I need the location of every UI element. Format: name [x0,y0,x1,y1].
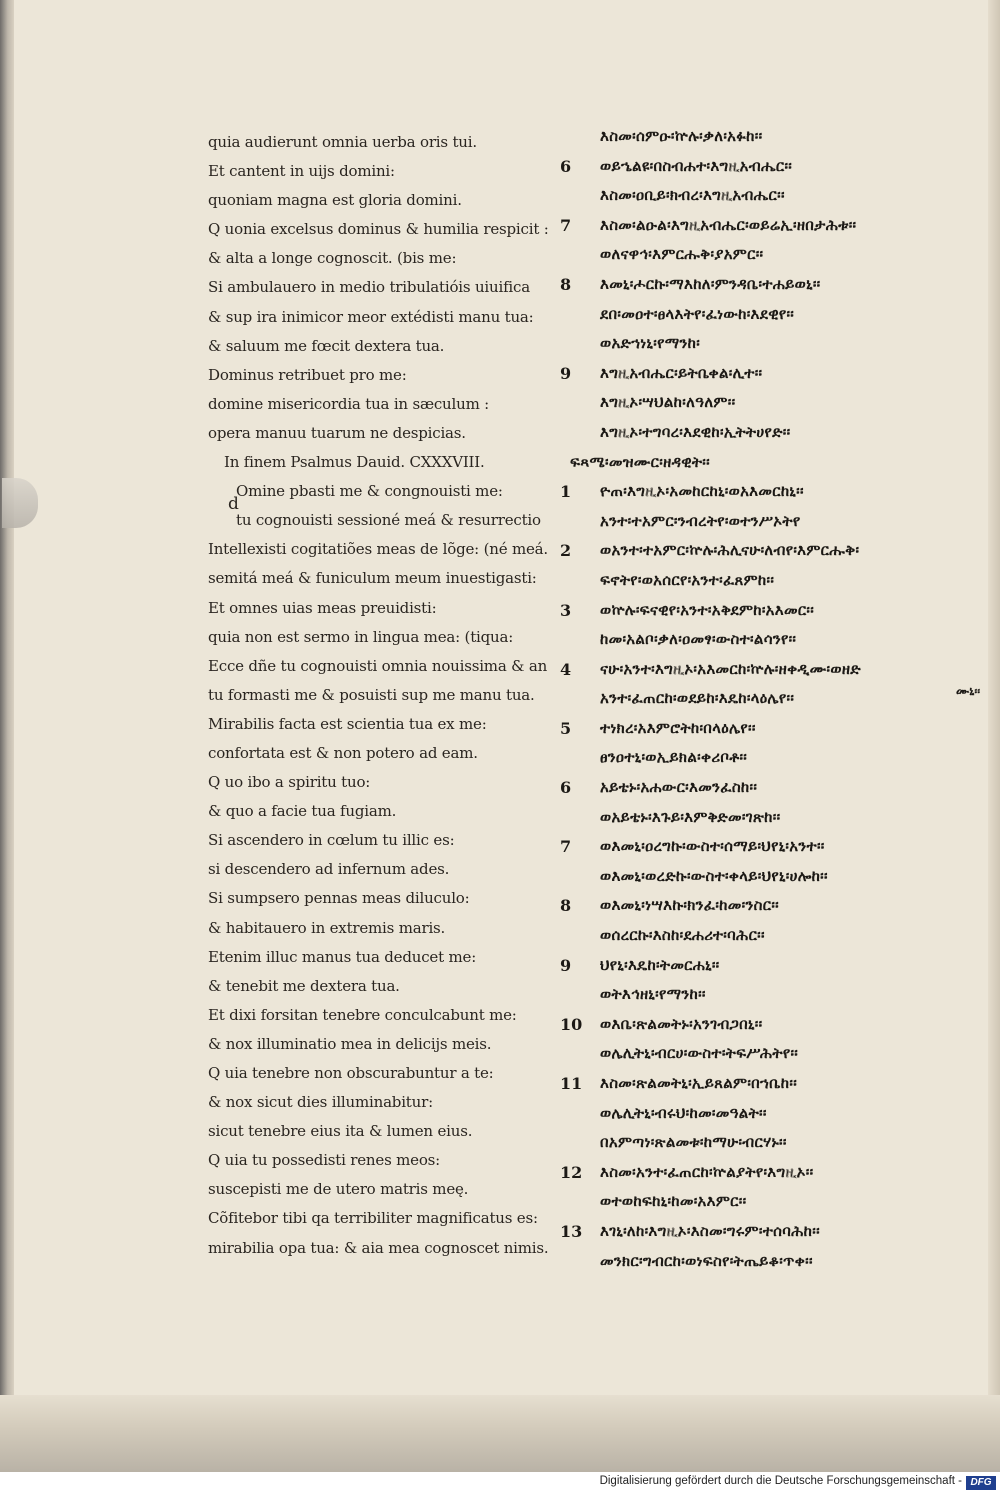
latin-line: suscepisti me de utero matris meę. [208,1180,469,1199]
geez-text: ወለናዋኅ፡እምርሑቅ፡ያአምር፡፡ [600,245,764,264]
geez-text: ወእመኒ፡ወረድኩ፡ውስተ፡ቀላይ፡ህየኒ፡ሀሎከ፡፡ [600,866,828,885]
geez-line [560,388,990,418]
latin-line: & habitauero in extremis maris. [208,918,446,937]
geez-text: ወሌሊትኒ፡ብሩህ፡ከመ፡መዓልት፡፡ [600,1103,767,1122]
geez-text: ወእቤ፡ጽልመትኑ፡አንገብጋበኒ፡፡ [600,1014,763,1033]
geez-text: ወኵሉ፡ፍናዊየ፡አንተ፡አቅደምከ፡አእመር፡፡ [600,600,815,619]
verse-number: 7 [560,837,572,857]
geez-text: ወአይቴኑ፡እጉይ፡እምቅድመ፡ገጽከ፡፡ [600,807,781,826]
geez-line [560,477,990,507]
geez-line [560,1187,990,1217]
geez-text: እስመ፡ሰምዑ፡ኵሉ፡ቃለ፡አፉከ፡፡ [600,127,763,145]
latin-line: Q uonia excelsus dominus & humilia respicit : [208,220,549,239]
geez-text: ወአንተ፡ተአምር፡ኵሉ፡ሕሊናሁ፡ለብየ፡እምርሑቅ፡ [600,541,860,560]
geez-line [560,329,990,359]
dfg-logo: DFG [966,1476,996,1490]
geez-line [560,211,990,241]
geez-margin-note: ሙኒ፡፡ [956,684,981,698]
latin-line: quoniam magna est gloria domini. [208,191,462,210]
page-bottom-edge [0,1395,1000,1472]
geez-line [560,862,990,892]
latin-line: quia non est sermo in lingua mea: (tiqua: [208,627,514,646]
geez-text: ተነክረ፡አእምሮትከ፡በላዕሌየ፡፡ [600,718,756,737]
geez-line [560,596,990,626]
geez-column [560,122,990,1276]
verse-number: 3 [560,600,572,620]
geez-text: እግዚአብሔር፡ይትቤቀል፡ሊተ፡፡ [600,363,763,382]
geez-text: እስመ፡ዐቢይ፡ክብረ፡እግዚአብሔር፡፡ [600,186,785,205]
latin-line: Et dixi forsitan tenebre conculcabunt me: [208,1005,517,1024]
verse-number: 9 [560,955,572,975]
latin-line: Dominus retribuet pro me: [208,365,407,384]
verse-number: 11 [560,1074,583,1093]
latin-line: Q uia tu possedisti renes meos: [208,1151,441,1170]
latin-column [208,128,553,1263]
geez-line [560,536,990,566]
latin-line: & nox sicut dies illuminabitur: [208,1093,433,1112]
geez-line [560,1010,990,1040]
geez-line [560,773,990,803]
latin-line: & saluum me fœcit dextera tua. [208,336,445,355]
geez-text: እግዚኦ፡ተግባረ፡እደዊከ፡ኢትትሀየድ፡፡ [600,422,791,441]
geez-line [560,714,990,744]
verse-number: 9 [560,363,572,383]
geez-line [560,566,990,596]
latin-line: Q uo ibo a spiritu tuo: [208,773,371,792]
latin-line: confortata est & non potero ad eam. [208,743,478,762]
latin-line: & alta a longe cognoscit. (bis me: [208,249,457,268]
geez-line [560,122,990,152]
verse-number: 12 [560,1162,583,1182]
geez-line [560,418,990,448]
verse-number: 10 [560,1014,583,1034]
geez-text: አንተ፡ተአምር፡ንብረትየ፡ወተንሥኦትየ [600,511,801,530]
verse-number: 13 [560,1221,583,1241]
footer [0,1472,1000,1494]
latin-line: domine misericordia tua in sæculum : [208,394,490,413]
geez-text: ወትእኅዘኒ፡የማንከ፡፡ [600,985,706,1004]
latin-line: mirabilia opa tua: & aia mea cognoscet nimis. [208,1238,549,1257]
geez-line [560,270,990,300]
geez-text: እስመ፡ልዑል፡እግዚአብሔር፡ወይሬኢ፡ዘበታሕቱ፡፡ [600,215,857,234]
geez-text: ደበ፡መዐተ፡ፀላእትየ፡ፈነውከ፡እደዊየ፡፡ [600,304,795,323]
verse-number: 7 [560,215,572,235]
latin-line: tu cognouisti sessioné meá & resurrectio [236,511,541,530]
geez-line [560,655,990,685]
geez-text: ፍኖትየ፡ወአሰርየ፡አንተ፡ፈጸምከ፡፡ [600,570,775,589]
latin-line: Si ambulauero in medio tribulatióis uiuifica [208,278,530,297]
verse-number: 8 [560,896,572,916]
geez-text: ፀንዐተኒ፡ወኢይክል፡ቀሪቦቶ፡፡ [600,748,748,767]
latin-line: Mirabilis facta est scientia tua ex me: [208,714,487,733]
geez-line [560,684,990,714]
geez-text: ወእመኒ፡ነሣእኩ፡ክንፈ፡ከመ፡ንስር፡፡ [600,896,779,915]
latin-line: tu formasti me & posuisti sup me manu tua. [208,685,535,704]
latin-line: & quo a facie tua fugiam. [208,802,397,821]
latin-line: Si sumpsero pennas meas diluculo: [208,889,470,908]
latin-line: sicut tenebre eius ita & lumen eius. [208,1122,473,1141]
geez-line [560,980,990,1010]
geez-text: እስመ፡አንተ፡ፈጠርከ፡ኵልያትየ፡እግዚኦ፡፡ [600,1162,814,1181]
geez-text: ወተወከፍከኒ፡ከመ፡አእምር፡፡ [600,1192,747,1211]
geez-text: ወሌሊትኒ፡ብርሀ፡ውስተ፡ትፍሥሕትየ፡፡ [600,1044,799,1063]
psalm-initial: d [228,494,239,514]
verse-number: 1 [560,482,572,502]
geez-text: እስመ፡ጽልመትኒ፡ኢይጸልም፡በኀቤከ፡፡ [600,1074,798,1092]
latin-line: opera manuu tuarum ne despicias. [208,423,466,442]
latin-line: semitá meá & funiculum meum inuestigasti: [208,569,537,588]
verse-number: 4 [560,659,572,679]
verse-number: 8 [560,274,572,294]
geez-text: ህየኒ፡እዴከ፡ትመርሐኒ፡፡ [600,955,720,974]
geez-line [560,1158,990,1188]
geez-line [560,1217,990,1247]
latin-line: In finem Psalmus Dauid. CXXXVIII. [224,453,485,472]
geez-line [560,152,990,182]
geez-line [560,891,990,921]
geez-line [560,507,990,537]
geez-line [560,921,990,951]
latin-line: Etenim illuc manus tua deducet me: [208,947,477,966]
verse-number: 5 [560,718,572,738]
latin-line: Q uia tenebre non obscurabuntur a te: [208,1064,494,1082]
latin-line: Intellexisti cogitatiões meas de lõge: (né meá. [208,540,548,559]
geez-line [560,803,990,833]
geez-line [560,448,990,478]
geez-line [560,181,990,211]
geez-line [560,625,990,655]
geez-line [560,300,990,330]
geez-text: ናሁ፡አንተ፡እግዚኦ፡አእመርከ፡ኵሉ፡ዘቀዲሙ፡ወዘድ [600,659,861,678]
geez-text: በአምጣነ፡ጽልመቱ፡ከማሁ፡ብርሃኑ፡፡ [600,1133,787,1152]
geez-text: መንክር፡ግብርከ፡ወነፍስየ፡ትጤይቆ፡ጥቀ፡፡ [600,1251,813,1270]
geez-text: ወእመኒ፡ዐረግኩ፡ውስተ፡ሰማይ፡ህየኒ፡አንተ፡፡ [600,837,825,856]
geez-text: ከመ፡አልቦ፡ቃለ፡ዐመፃ፡ውስተ፡ልሳንየ፡፡ [600,630,797,649]
geez-text: እመኒ፡ሖርኩ፡ማእከለ፡ምንዳቤ፡ተሐይወኒ፡፡ [600,274,821,293]
latin-line: quia audierunt omnia uerba oris tui. [208,133,477,151]
geez-text: አይቴኑ፡አሐውር፡እመንፈስከ፡፡ [600,778,758,797]
verse-number: 2 [560,541,572,561]
latin-line: Et omnes uias meas preuidisti: [208,598,437,617]
geez-text: ዮጠ፡እግዚኦ፡አመከርከኒ፡ወአእመርከኒ፡፡ [600,482,804,501]
geez-line [560,240,990,270]
latin-line: & nox illuminatio mea in delicijs meis. [208,1034,492,1053]
geez-line [560,832,990,862]
geez-line [560,1099,990,1129]
geez-line [560,1069,990,1099]
latin-line: & tenebit me dextera tua. [208,976,400,995]
book-binding-edge [0,0,14,1472]
latin-line: Omine pbasti me & congnouisti me: [236,482,503,501]
latin-line: Cõfitebor tibi qa terribiliter magnificatus es: [208,1209,538,1228]
latin-line: & sup ira inimicor meor extédisti manu tua: [208,307,534,326]
geez-line [560,951,990,981]
latin-line: Ecce dñe tu cognouisti omnia nouissima & an [208,656,548,675]
verse-number: 6 [560,156,572,176]
geez-text: ወይኄልዩ፡በስብሐተ፡እግዚአብሔር፡፡ [600,156,793,175]
geez-text: ፍጻሜ፡መዝሙር፡ዘዳዊት፡፡ [570,452,710,471]
geez-text: አንተ፡ፈጠርከ፡ወደይከ፡እዴከ፡ላዕሌየ፡፡ [600,689,795,708]
geez-line [560,1247,990,1277]
latin-line: si descendero ad infernum ades. [208,860,450,879]
geez-line [560,1039,990,1069]
latin-line: Si ascendero in cœlum tu illic es: [208,831,455,850]
footer-credit: Digitalisierung gefördert durch die Deutsche Forschungsgemeinschaft - [599,1475,962,1487]
geez-line [560,359,990,389]
geez-text: ወሰረርኩ፡እስከ፡ደሐሪተ፡ባሕር፡፡ [600,926,765,945]
geez-line [560,1128,990,1158]
geez-text: እገኒ፡ለከ፡እግዚኦ፡እስመ፡ግሩም፡ተሰባሕከ፡፡ [600,1221,820,1240]
geez-text: እግዚኦ፡ሣህልከ፡ለዓለም፡፡ [600,393,736,412]
geez-text: ወአድኀነኒ፡የማንከ፡ [600,334,701,353]
geez-line [560,743,990,773]
latin-line: Et cantent in uijs domini: [208,162,395,181]
verse-number: 6 [560,778,572,798]
